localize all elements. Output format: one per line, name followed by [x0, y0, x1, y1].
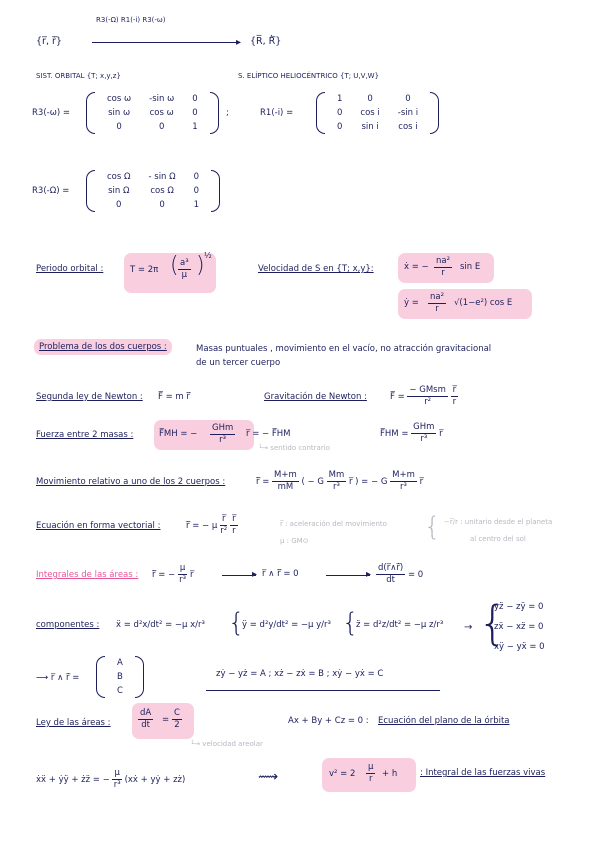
- matrix-cell: sin i: [361, 122, 379, 132]
- two-body-title: Problema de los dos cuerpos :: [34, 339, 172, 355]
- gravitation-unit: [451, 385, 459, 408]
- relative-frac-1: [272, 470, 299, 493]
- matrix-cell: cos ω: [107, 94, 132, 104]
- matrix-cell: cos Ω: [107, 172, 131, 182]
- relative-n2: Mm: [328, 470, 345, 480]
- relative-label: Movimiento relativo a uno de los 2 cuerpos :: [36, 477, 226, 487]
- matrix-cell: sin Ω: [108, 186, 130, 196]
- vector-eq-label: Ecuación en forma vectorial :: [36, 521, 161, 531]
- matrix-r3o-label: R3(-Ω) =: [32, 186, 70, 196]
- vis-viva-res-pre: v² = 2: [329, 769, 356, 779]
- matrix-r3w: [86, 92, 219, 134]
- matrix-cell: -sin i: [397, 108, 419, 118]
- vector-eq-frac-1: [220, 514, 228, 537]
- matrix-cell: sin ω: [108, 108, 131, 118]
- relative-d2: r³: [332, 482, 340, 492]
- matrix-cell: 0: [192, 108, 198, 118]
- period-fraction: [178, 258, 191, 281]
- matrix-r3w-label: R3(-ω) =: [32, 108, 70, 118]
- state-vector-orbital: {r̅, r̅̇}: [36, 36, 62, 47]
- vector-eq-n2: r̅: [232, 514, 236, 524]
- force2-right: [380, 422, 443, 445]
- matrix-cell: 0: [192, 94, 198, 104]
- gravitation-num: − GMsm: [409, 385, 446, 395]
- relative-formula: [256, 470, 423, 493]
- matrix-r1i: [316, 92, 439, 134]
- vector-eq-formula: [186, 514, 238, 537]
- vector-component: C: [117, 686, 123, 696]
- area-law-den: dt: [141, 720, 150, 730]
- velocity-ydot-box: [398, 289, 532, 319]
- cross-product-vector: [96, 656, 144, 698]
- matrix-cell: 1: [337, 94, 343, 104]
- force2-post: r̅ = − F̅HM: [246, 429, 291, 439]
- matrix-separator: ;: [226, 108, 229, 118]
- plane-equation-label: Ecuación del plano de la órbita: [378, 716, 510, 726]
- component-z: z̈ = d²z/dt² = −μ z/r³: [356, 620, 444, 630]
- relative-frac-3: [390, 470, 417, 493]
- helio-system-label: S. ELÍPTICO HELIOCÉNTRICO {T; U,V,W}: [238, 72, 380, 80]
- components-result-brace: {: [478, 596, 508, 650]
- period-label: Periodo orbital :: [36, 264, 104, 274]
- area-law-num: dA: [140, 708, 152, 718]
- area-law-box: [132, 703, 194, 739]
- vis-viva-box: [322, 758, 416, 792]
- relative-mid2: r̅ ) = − G: [348, 477, 388, 487]
- period-exponent: ½: [204, 251, 212, 260]
- plane-equation: Ax + By + Cz = 0 :: [288, 716, 369, 726]
- xdot-num: na²: [436, 256, 451, 266]
- cross-product-equations: zẏ − yż = A ; xż − zẋ = B ; xẏ − yẋ = C: [216, 669, 384, 679]
- force2-den: r³: [219, 435, 227, 445]
- force2-right-post: r̅: [439, 429, 443, 439]
- ydot-num: na²: [430, 292, 445, 302]
- two-body-desc-1: Masas puntuales , movimiento en el vacío, no atracción gravitacional: [196, 344, 492, 354]
- area-law-label: Ley de las áreas :: [36, 718, 111, 728]
- velocity-xdot-box: [398, 253, 494, 283]
- velocity-label: Velocidad de S en {T; x,y}:: [258, 264, 374, 274]
- newton2-formula: F̅ = m r̅̈: [158, 392, 190, 402]
- matrix-cell: 1: [193, 200, 200, 210]
- period-paren-right: ): [196, 253, 205, 278]
- force2-right-num: GHm: [413, 422, 435, 432]
- orbital-system-label: SIST. ORBITAL {T; x,y,z}: [36, 72, 121, 80]
- period-den: μ: [181, 270, 188, 280]
- force2-note: └→ sentido contrario: [258, 444, 330, 452]
- areas-integral-mid: r̅: [189, 570, 194, 580]
- areas-integral-num2: d(r̅∧r̅̇): [378, 563, 404, 573]
- transform-arrow-head-icon: ▸: [236, 37, 242, 48]
- period-formula-box: [124, 253, 216, 293]
- vector-eq-note-4: al centro del sol: [470, 535, 526, 543]
- matrix-cell: 0: [405, 94, 411, 104]
- areas-integral-pre: r̅̈ = −: [152, 570, 176, 580]
- matrix-cell: cos Ω: [150, 186, 174, 196]
- vector-eq-note-3: −r̅/r : unitario desde el planeta: [444, 518, 553, 526]
- matrix-cell: 0: [193, 172, 200, 182]
- vis-viva-res-num: μ: [368, 762, 374, 772]
- vector-eq-pre: r̅̈ = − μ: [186, 521, 218, 531]
- wavy-arrow-icon: ⟿: [258, 769, 279, 785]
- gravitation-unit-den: r: [452, 397, 457, 407]
- xdot-pre: ẋ = −: [404, 262, 429, 272]
- vector-eq-note-2: μ : GM⊙: [280, 537, 309, 545]
- component-x: ẍ = d²x/dt² = −μ x/r³: [116, 620, 205, 630]
- areas-integral-result: [376, 563, 423, 586]
- component-result-3: xÿ − yẍ = 0: [494, 642, 545, 652]
- matrix-cell: 0: [116, 122, 122, 132]
- component-y: ÿ = d²y/dt² = −μ y/r³: [242, 620, 331, 630]
- areas-integral-d1: r³: [179, 575, 187, 585]
- vector-component: B: [117, 672, 123, 682]
- force2-right-pre: F̅HM =: [380, 429, 409, 439]
- period-paren-left: (: [170, 253, 179, 278]
- gravitation-label: Gravitación de Newton :: [264, 392, 367, 402]
- force2-fraction: [210, 423, 235, 446]
- period-num: a³: [180, 258, 189, 268]
- vis-viva-res-frac: [366, 762, 375, 785]
- relative-d1: mM: [277, 482, 294, 492]
- area-law-fraction: [138, 708, 153, 731]
- matrix-cell: 0: [116, 200, 122, 210]
- component-result-1: yz̈ − zÿ = 0: [494, 602, 544, 612]
- vis-viva-formula: [36, 768, 185, 791]
- matrix-cell: 0: [337, 122, 343, 132]
- area-law-cden: 2: [174, 720, 180, 730]
- rotation-sequence-label: R3(-Ω) R1(-i) R3(-ω): [96, 16, 166, 24]
- areas-integral-label: Integrales de las áreas :: [36, 570, 139, 580]
- areas-integral-frac-2: [376, 563, 405, 586]
- relative-n3: M+m: [392, 470, 415, 480]
- areas-integral-frac: [178, 563, 187, 586]
- matrix-cell: 0: [193, 186, 200, 196]
- gravitation-unit-num: r̅: [452, 385, 457, 395]
- areas-integral-post: = 0: [407, 570, 424, 580]
- area-law-cnum: C: [174, 708, 180, 718]
- vector-eq-frac-2: [230, 514, 238, 537]
- area-law-note: └→ velocidad areolar: [190, 740, 263, 748]
- components-arrow-icon: →: [464, 622, 473, 633]
- vector-eq-d2: r: [232, 526, 236, 536]
- gravitation-formula: [390, 385, 458, 408]
- matrix-cell: cos ω: [149, 108, 174, 118]
- equations-underline: [206, 690, 440, 691]
- matrix-cell: 1: [192, 122, 198, 132]
- transform-arrow-line: [92, 42, 240, 43]
- areas-integral-step1: r̅ ∧ r̅̈ = 0: [262, 569, 299, 579]
- matrix-cell: 0: [159, 200, 165, 210]
- ydot-fraction: [428, 292, 446, 315]
- relative-pre: r̅̈ =: [256, 477, 270, 487]
- components-brace-2: {: [342, 608, 359, 638]
- vis-viva-label: : Integral de las fuerzas vivas: [420, 768, 546, 778]
- vector-eq-d1: r²: [220, 526, 228, 536]
- vector-eq-n1: r̅: [221, 514, 226, 524]
- matrix-cell: -sin ω: [149, 94, 175, 104]
- force2-pre: F̅MH = −: [159, 429, 198, 439]
- gravitation-pre: F̅ =: [390, 392, 408, 402]
- components-brace-1: {: [228, 608, 245, 638]
- xdot-fraction: [434, 256, 452, 279]
- areas-integral-n1: μ: [179, 563, 186, 573]
- force2-num: GHm: [212, 423, 234, 433]
- matrix-cell: cos i: [360, 108, 380, 118]
- two-body-desc-2: de un tercer cuerpo: [196, 358, 281, 368]
- vis-viva-lhs: ẋẍ + ẏÿ + żz̈ = −: [36, 775, 110, 785]
- area-law-eq: =: [162, 715, 170, 725]
- vis-viva-res-den: r: [368, 774, 373, 784]
- gravitation-fraction: [407, 385, 447, 408]
- matrix-cell: 0: [337, 108, 343, 118]
- vector-eq-note-1: r̅ : aceleración del movimiento: [280, 520, 387, 528]
- ydot-pre: ẏ =: [404, 298, 419, 308]
- matrix-cell: cos i: [398, 122, 418, 132]
- cross-product-pre: ⟶ r̅ ∧ r̅̇ =: [36, 673, 80, 683]
- ydot-den: r: [435, 304, 439, 314]
- xdot-post: sin E: [460, 262, 481, 272]
- force2-label: Fuerza entre 2 masas :: [36, 430, 134, 440]
- state-vector-helio: {R̅, Ṙ̅}: [250, 36, 282, 47]
- newton2-label: Segunda ley de Newton :: [36, 392, 143, 402]
- vis-viva-n1: μ: [114, 768, 120, 778]
- area-law-c-fraction: [172, 708, 182, 731]
- period-formula-pre: T = 2π: [130, 265, 159, 275]
- matrix-cell: 0: [367, 94, 373, 104]
- components-label: componentes :: [36, 620, 100, 630]
- matrix-cell: - sin Ω: [148, 172, 176, 182]
- matrix-r3o: [86, 170, 220, 212]
- component-result-2: zẍ − xz̈ = 0: [494, 622, 544, 632]
- xdot-den: r: [441, 268, 445, 278]
- relative-post: r̅: [419, 477, 424, 487]
- matrix-r1i-label: R1(-i) =: [260, 108, 294, 118]
- vector-eq-brace: {: [424, 512, 441, 542]
- gravitation-den: r²: [424, 397, 432, 407]
- vis-viva-frac: [112, 768, 121, 791]
- arrow-head-icon: ▸: [252, 569, 258, 580]
- arrow-line: [222, 575, 256, 576]
- force2-right-fraction: [411, 422, 436, 445]
- areas-integral-formula: [152, 563, 193, 586]
- ydot-post: √(1−e²) cos E: [454, 298, 513, 308]
- relative-n1: M+m: [274, 470, 297, 480]
- force2-box: [154, 420, 254, 450]
- relative-mid: ( − G: [301, 477, 324, 487]
- vis-viva-res-post: + h: [382, 769, 398, 779]
- vis-viva-d1: r³: [113, 780, 121, 790]
- areas-integral-den2: dt: [386, 575, 395, 585]
- relative-frac-2: [327, 470, 347, 493]
- arrow-head-icon: ▸: [366, 569, 372, 580]
- arrow-line: [326, 575, 370, 576]
- matrix-cell: 0: [158, 122, 165, 132]
- force2-right-den: r³: [420, 434, 428, 444]
- vis-viva-rest: (xẋ + yẏ + zż): [124, 775, 186, 785]
- relative-d3: r³: [400, 482, 407, 492]
- vector-component: A: [117, 658, 123, 668]
